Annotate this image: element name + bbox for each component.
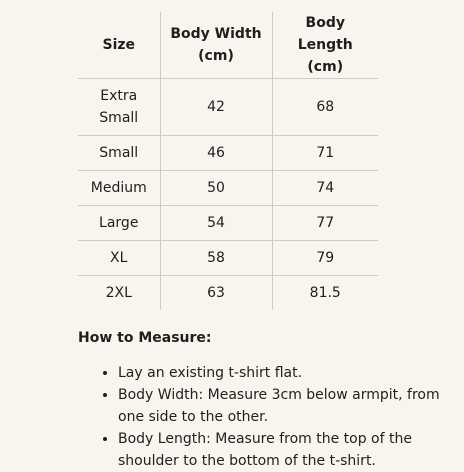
header-size: Size bbox=[102, 37, 136, 53]
table-row bbox=[78, 206, 378, 241]
header-body-length: Body Length (cm) bbox=[272, 12, 378, 79]
table-header-row bbox=[78, 12, 378, 79]
size-cell: Small bbox=[78, 136, 160, 171]
length-cell: 68 bbox=[272, 79, 378, 136]
length-cell: 71 bbox=[272, 136, 378, 171]
length-cell: 81.5 bbox=[272, 276, 378, 311]
list-item: • Body Width: Measure 3cm below armpit, from one side to the other. bbox=[118, 384, 458, 428]
length-cell: 74 bbox=[272, 171, 378, 206]
length-cell: 79 bbox=[272, 241, 378, 276]
table-row bbox=[78, 79, 378, 136]
width-cell: 58 bbox=[160, 241, 272, 276]
size-cell: Extra Small bbox=[78, 79, 160, 136]
width-cell: 46 bbox=[160, 136, 272, 171]
width-cell: 63 bbox=[160, 276, 272, 311]
size-cell: Medium bbox=[78, 171, 160, 206]
list-item: • Lay an existing t-shirt flat. bbox=[118, 362, 458, 384]
measure-instructions-list bbox=[78, 362, 458, 472]
table-row bbox=[78, 276, 378, 311]
size-guide bbox=[78, 12, 458, 472]
table-row bbox=[78, 136, 378, 171]
list-item: • Body Length: Measure from the top of the shoulder to the bottom of the t-shirt. bbox=[118, 428, 458, 472]
width-cell: 50 bbox=[160, 171, 272, 206]
size-cell: 2XL bbox=[78, 276, 160, 311]
how-to-measure-heading: How to Measure: bbox=[78, 330, 212, 346]
size-table bbox=[78, 12, 378, 310]
width-cell: 42 bbox=[160, 79, 272, 136]
width-cell: 54 bbox=[160, 206, 272, 241]
size-cell: Large bbox=[78, 206, 160, 241]
table-row bbox=[78, 241, 378, 276]
table-row bbox=[78, 171, 378, 206]
size-cell: XL bbox=[78, 241, 160, 276]
header-body-width: Body Width (cm) bbox=[160, 12, 272, 79]
length-cell: 77 bbox=[272, 206, 378, 241]
